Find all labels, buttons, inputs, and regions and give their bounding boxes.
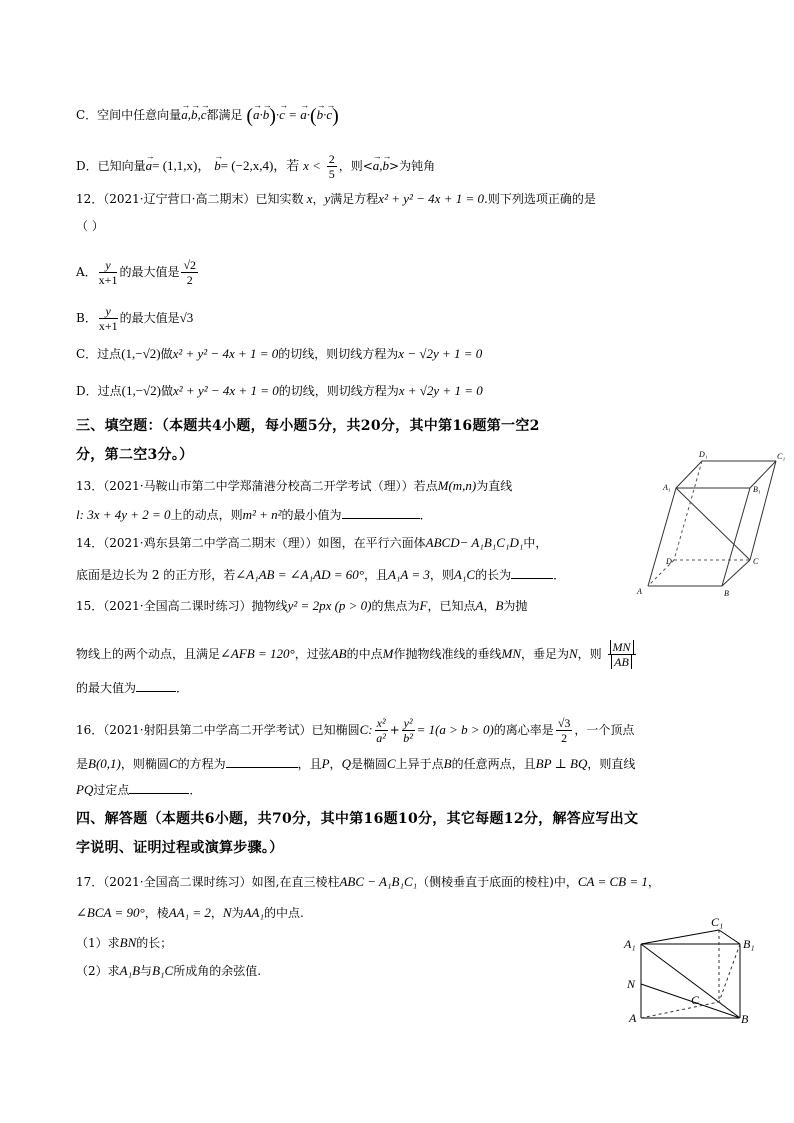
question-14: 14．（2021·鸡东县第二中学高二期末（理））如图，在平行六面体ABCD− A₁B₁C₁D₁中， xyxy=(76,535,548,550)
prism-figure xyxy=(622,912,767,1027)
label-a1: A₁ xyxy=(663,483,671,492)
label-c: C xyxy=(691,993,700,1007)
option-11d: D．已知向量→ a= (1,1,x)， → b= (−2,x,4)，若 x < $\frac{2}{5}$ ，则<→ a,→ b>为钝角 xyxy=(76,152,435,181)
label-a1: A₁ xyxy=(624,937,636,951)
section-3-heading-2: 分，第二空3分。） xyxy=(76,447,194,463)
question-15: 15．（2021·全国高二课时练习）抛物线y² = 2px (p > 0)的焦点为F，已知点A，B为抛 xyxy=(76,598,528,613)
question-17-part2: （2）求A₁B与B₁C所成角的余弦值. xyxy=(76,963,262,978)
parallelepiped-figure xyxy=(635,448,794,603)
question-14-line2: 底面是边长为 2 的正方形，若∠A₁AB = ∠A₁AD = 60°，且A₁A = 3，则A₁C的长为 ． xyxy=(76,567,566,582)
label-b: B xyxy=(724,589,729,598)
question-17: 17．（2021·全国高二课时练习）如图,在直三棱柱ABC − A₁B₁C₁（侧棱垂直于底面的棱柱)中，CA = CB = 1， xyxy=(76,874,660,889)
question-12: 12．（2021·辽宁营口·高二期末）已知实数 x，y满足方程x² + y² − 4x + 1 = 0.则下列选项正确的是 xyxy=(76,191,596,206)
question-16-line3: PQ过定点 ． xyxy=(76,782,202,797)
label-b1: B₁ xyxy=(753,485,761,494)
option-12b: B． $\frac{y}{x+1}$ 的最大值是√3 xyxy=(76,304,194,333)
label-a: A xyxy=(637,587,642,596)
question-13: 13．（2021·马鞍山市第二中学郑蒲港分校高二开学考试（理））若点M(m,n)为直线 xyxy=(76,478,513,493)
question-17-part1: （1）求BN的长； xyxy=(76,935,173,950)
question-15-line3: 的最大值为 ． xyxy=(76,681,189,695)
option-11c: C．空间中任意向量→ a,→ b,→ c都满足 (→ a·→ b)·→ c = → a·(→ b·→ c) xyxy=(76,107,339,124)
option-12d: D．过点(1,−√2)做x² + y² − 4x + 1 = 0的切线，则切线方程为x + √2y + 1 = 0 xyxy=(76,383,483,398)
question-16: 16．（2021·射阳县第二中学高二开学考试）已知椭圆C: $\frac{\text{x²}}{\text{a²}}$ + $\frac{\text{y²}}{\text{b²}}$ = 1(a > b > 0)的离心率是 $\frac{√3}{2}$ ，一个顶点 xyxy=(76,716,635,745)
option-12c: C．过点(1,−√2)做x² + y² − 4x + 1 = 0的切线，则切线方程为x − √2y + 1 = 0 xyxy=(76,346,483,361)
question-15-line2: 物线上的两个动点，且满足∠AFB = 120°，过弦AB的中点M作抛物线准线的垂线MN，垂足为N，则 $\frac{MN}{AB}$ xyxy=(76,640,638,669)
question-16-line2: 是B(0,1)，则椭圆C的方程为 ，且P，Q是椭圆C上异于点B的任意两点，且BP ⊥ BQ，则直线 xyxy=(76,756,636,771)
section-4-heading-2: 字说明、证明过程或演算步骤。） xyxy=(76,840,284,856)
label-c1: C₁ xyxy=(777,452,786,461)
section-4-heading: 四、解答题（本题共6小题，共70分，其中第16题10分，其它每题12分，解答应写出文 xyxy=(76,811,639,827)
question-13-line2: l: 3x + 4y + 2 = 0上的动点，则m² + n²的最小值为 ． xyxy=(76,507,432,522)
question-17-line2: ∠BCA = 90°，棱AA₁ = 2，N为AA₁的中点. xyxy=(76,905,304,920)
label-c: C xyxy=(753,557,759,566)
option-12a: A． $\frac{y}{x+1}$ 的最大值是 $\frac{√2}{2}$ xyxy=(76,258,197,287)
label-d: D xyxy=(666,557,672,566)
label-b1: B₁ xyxy=(743,937,755,951)
label-a: A xyxy=(629,1011,637,1025)
label-b: B xyxy=(741,1012,749,1026)
question-12-paren: （ ） xyxy=(76,219,104,233)
label-d1: D₁ xyxy=(699,450,708,459)
label-c1: C₁ xyxy=(711,915,724,929)
section-3-heading: 三、填空题：（本题共4小题，每小题5分，共20分，其中第16题第一空2 xyxy=(76,418,540,434)
label-n: N xyxy=(627,977,636,991)
